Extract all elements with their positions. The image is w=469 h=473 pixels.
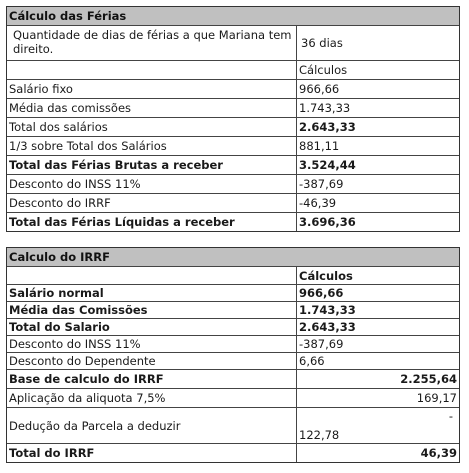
row-label: Desconto do INSS 11% <box>7 175 297 193</box>
table-row <box>7 301 459 318</box>
table-row <box>7 117 459 136</box>
row-value-dash: - <box>448 409 453 423</box>
table-row <box>7 136 459 155</box>
irrf-table <box>6 247 460 463</box>
table-row <box>7 79 459 98</box>
table-row <box>7 352 459 369</box>
table-row <box>7 155 459 174</box>
row-value: 1.743,33 <box>299 303 356 317</box>
row-value: 1.743,33 <box>299 101 351 115</box>
row-label: Base de calculo do IRRF <box>7 370 297 388</box>
table-row <box>7 98 459 117</box>
irrf-col-header: Cálculos <box>299 268 353 283</box>
row-value: 169,17 <box>416 391 457 405</box>
ferias-col-header: Cálculos <box>299 63 348 77</box>
table-row <box>7 388 459 407</box>
row-value: 2.643,33 <box>299 120 356 134</box>
row-value: 881,11 <box>299 139 340 153</box>
table-row <box>7 369 459 388</box>
ferias-intro-label: Quantidade de dias de férias a que Mariana tem direito. <box>7 26 297 60</box>
row-label: Total das Férias Líquidas a receber <box>7 213 297 231</box>
irrf-title: Calculo do IRRF <box>7 248 459 266</box>
row-label: Salário fixo <box>7 80 297 98</box>
row-value: 966,66 <box>299 82 340 96</box>
row-label: Total dos salários <box>7 118 297 136</box>
row-label: Dedução da Parcela a deduzir <box>7 408 297 443</box>
row-value: 3.524,44 <box>299 158 356 172</box>
row-value: 2.255,64 <box>400 372 457 386</box>
row-value: 46,39 <box>420 446 457 460</box>
table-row <box>7 212 459 231</box>
table-row <box>7 318 459 335</box>
ferias-table <box>6 6 460 232</box>
row-label: Salário normal <box>7 285 297 301</box>
row-value: -387,69 <box>299 337 344 351</box>
row-value: 122,78 <box>299 428 340 442</box>
row-value: 6,66 <box>299 354 325 368</box>
row-value: 966,66 <box>299 286 344 300</box>
table-row <box>7 335 459 352</box>
row-label: Desconto do Dependente <box>7 353 297 369</box>
row-value: 3.696,36 <box>299 215 356 229</box>
table-row <box>7 284 459 301</box>
table-row <box>7 443 459 462</box>
row-label: Média das comissões <box>7 99 297 117</box>
row-label: Total do Salario <box>7 319 297 335</box>
row-value: -387,69 <box>299 177 344 191</box>
table-row <box>7 174 459 193</box>
row-label: Desconto do IRRF <box>7 194 297 212</box>
row-label: Total das Férias Brutas a receber <box>7 156 297 174</box>
row-value: 2.643,33 <box>299 320 356 334</box>
table-row <box>7 407 459 443</box>
ferias-intro-value: 36 dias <box>301 36 343 50</box>
row-label: Desconto do INSS 11% <box>7 336 297 352</box>
row-label: Total do IRRF <box>7 444 297 462</box>
table-row <box>7 193 459 212</box>
row-label: Aplicação da aliquota 7,5% <box>7 389 297 407</box>
row-label: Média das Comissões <box>7 302 297 318</box>
ferias-title: Cálculo das Férias <box>7 7 459 25</box>
row-value: -46,39 <box>299 196 337 210</box>
row-label: 1/3 sobre Total dos Salários <box>7 137 297 155</box>
